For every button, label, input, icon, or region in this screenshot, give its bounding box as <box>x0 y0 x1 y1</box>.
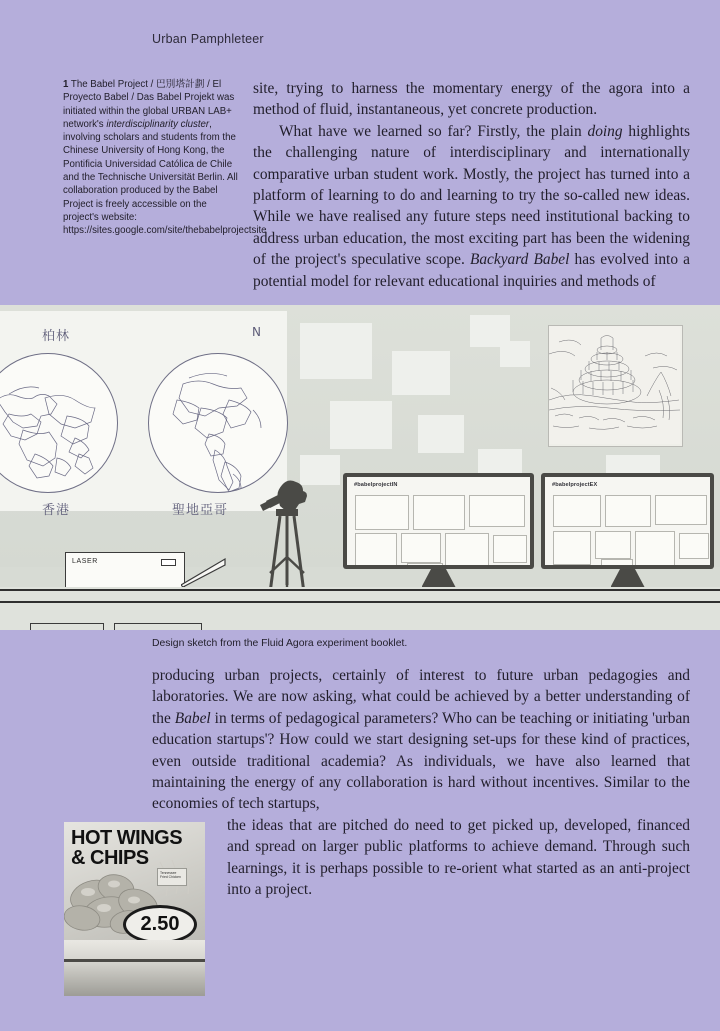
hot-wings-photo <box>64 822 205 996</box>
wall-rect-6 <box>418 415 464 453</box>
globes-board <box>0 311 287 518</box>
monitor-right-screen <box>545 477 710 565</box>
screen-tile <box>553 531 591 565</box>
photo-title-line-1: HOT WINGS <box>71 827 183 849</box>
label-berlin: 柏林 <box>42 329 71 344</box>
body-column-top <box>253 78 690 292</box>
para2-text-b: highlights the challenging nature of interdisciplinary and internationally comparative urban student work. Mostly, the project has turned into a platform of learning to do and learning to try the so-called new ideas. While we have realised any future steps need institutional backing to address urban education, the most exciting part has been the widening of the project's speculative scope. <box>253 122 691 269</box>
screen-tile <box>595 531 631 559</box>
sketch-floor <box>0 587 720 630</box>
label-north: N <box>252 325 262 339</box>
monitor-left <box>343 473 534 593</box>
screen-tile <box>469 495 525 527</box>
bottom-text-b: in terms of pedagogical parameters? Who can be teaching or initiating 'urban education startups'? How could we start designing set-ups for these kind of practices, even outside traditional academia? As individuals, we have also learned that maintaining the energy of any collaboration is hard without incentives. Similar to the economies of tech startups, <box>152 709 691 813</box>
wall-rect-4 <box>500 341 530 367</box>
tower-of-babel-engraving <box>548 325 683 447</box>
screen-tile <box>401 533 441 563</box>
table-outline-2 <box>114 623 202 630</box>
bottom-text-c: the ideas that are pitched do need to get picked up, developed, financed and spread on larger public platforms to achieve demand. Through such learnings, it is perhaps possible to re-orient what started as an anti-project into a project. <box>227 816 690 899</box>
footnote-text-part2: , involving scholars and students from the Chinese University of Hong Kong, the Pontificia Universidad Católica de Chile and the Technische Universität Berlin. All collaboration produced by the Babel Project is freely accessible on the project's website: https://sites.google.com/site/thebabelprojectsite <box>63 118 267 237</box>
monitor-left-bezel <box>343 473 534 569</box>
screen-tile <box>635 531 675 565</box>
brand-logo-chip: Tennessee Fried Chicken <box>157 868 187 886</box>
design-sketch-figure <box>0 305 720 630</box>
screen-tile <box>413 495 465 530</box>
footnote-italic: interdisciplinarity cluster <box>106 118 210 130</box>
floor-line-upper <box>0 589 720 591</box>
paragraph-bottom-2 <box>227 815 690 901</box>
para2-text-c: has evolved into a potential model for relevant educational inquiries and methods of <box>253 251 690 290</box>
bottom-text-a: producing urban projects, certainly of interest to future urban pedagogies and laboratories. We are now asking, what could be achieved by a better understanding of the <box>152 667 690 727</box>
monitor-left-hashtag: #babelprojectIN <box>354 482 398 488</box>
screen-tile <box>605 495 651 527</box>
monitor-right-bezel <box>541 473 714 569</box>
globe-eastern-hemisphere <box>0 353 118 493</box>
running-head: Urban Pamphleteer <box>152 32 264 46</box>
wall-rect-5 <box>330 401 392 449</box>
screen-tile <box>553 495 601 527</box>
globe-western-hemisphere <box>148 353 288 493</box>
footnote-1 <box>63 78 267 238</box>
screen-tile <box>445 533 489 565</box>
para2-text-a: What have we learned so far? Firstly, the plain <box>279 122 588 140</box>
laser-indicator-icon <box>161 559 176 566</box>
monitor-right-neck <box>611 569 645 587</box>
monitor-left-neck <box>422 569 456 587</box>
bottom-italic-babel: Babel <box>174 709 211 727</box>
laser-label: LASER <box>72 558 98 565</box>
photo-ledge <box>64 940 205 996</box>
monitor-right <box>541 473 714 593</box>
label-santiago: 聖地亞哥 <box>172 503 229 518</box>
label-hong-kong: 香港 <box>42 503 71 518</box>
figure-caption: Design sketch from the Fluid Agora experiment booklet. <box>152 638 408 649</box>
screen-tile <box>355 533 397 565</box>
screen-tile <box>601 559 633 565</box>
footnote-number: 1 <box>63 79 69 90</box>
paragraph-top-1: site, trying to harness the momentary energy of the agora into a method of fluid, instantaneous, yet concrete production. <box>253 80 690 119</box>
price-badge: 2.50 <box>123 905 197 944</box>
screen-tile <box>355 495 409 530</box>
para2-italic-backyard-babel: Backyard Babel <box>469 251 570 269</box>
monitor-left-screen <box>347 477 530 565</box>
paragraph-bottom-1 <box>152 665 690 815</box>
screen-tile <box>407 563 443 565</box>
wall-rect-2 <box>392 351 450 395</box>
screen-tile <box>493 535 527 563</box>
floor-line-lower <box>0 601 720 603</box>
screen-tile <box>679 533 709 559</box>
wall-rect-1 <box>300 323 372 379</box>
monitor-right-hashtag: #babelprojectEX <box>552 482 598 488</box>
photo-title <box>71 828 182 868</box>
screen-tile <box>655 495 707 525</box>
para2-italic-doing: doing <box>587 122 623 140</box>
photo-title-line-2: & CHIPS <box>71 847 149 869</box>
table-outline-1 <box>30 623 104 630</box>
laser-beam <box>181 557 226 587</box>
top-text-block <box>0 78 720 293</box>
body-column-bottom <box>152 665 690 900</box>
footnote-text-part1: The Babel Project / 巴別塔計劃 / El Proyecto Babel / Das Babel Projekt was initiated within the global URBAN LAB+ network's <box>63 79 235 130</box>
paragraph-top-2 <box>253 121 690 292</box>
